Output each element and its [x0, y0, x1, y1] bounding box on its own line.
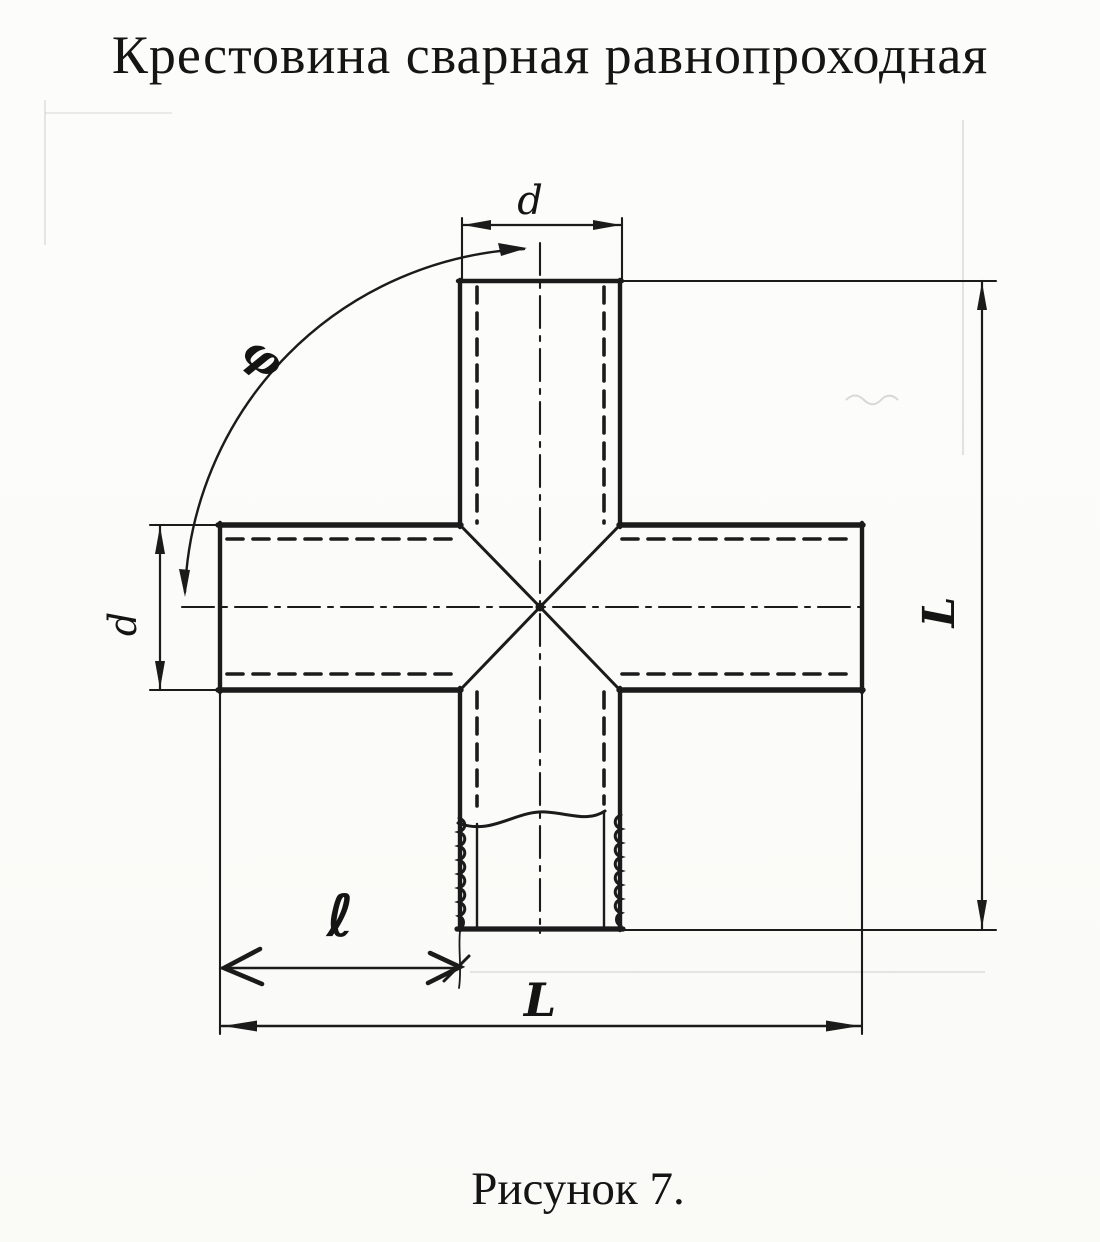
dim-label-d-left: d	[101, 611, 145, 637]
scan-artifacts	[45, 100, 985, 972]
dim-label-el-bottom: ℓ	[326, 882, 354, 950]
pipe-break-line	[458, 811, 605, 827]
dimension-l-bottom	[222, 973, 861, 1032]
dimension-d-top	[462, 178, 622, 230]
dim-label-l-right: L	[914, 596, 965, 628]
dimension-l-right	[914, 281, 987, 929]
dim-label-angle: φ	[232, 325, 294, 389]
figure-caption: Рисунок 7.	[471, 1163, 685, 1215]
dimension-d-left	[101, 525, 165, 690]
dim-label-l-bottom: L	[523, 973, 557, 1027]
dimension-angle-arc	[179, 243, 527, 597]
drawing-title: Крестовина сварная равнопроходная	[111, 25, 989, 85]
inner-walls-dashed	[227, 287, 856, 806]
dim-label-d-top: d	[517, 178, 543, 224]
dimension-el-bottom	[222, 882, 469, 984]
